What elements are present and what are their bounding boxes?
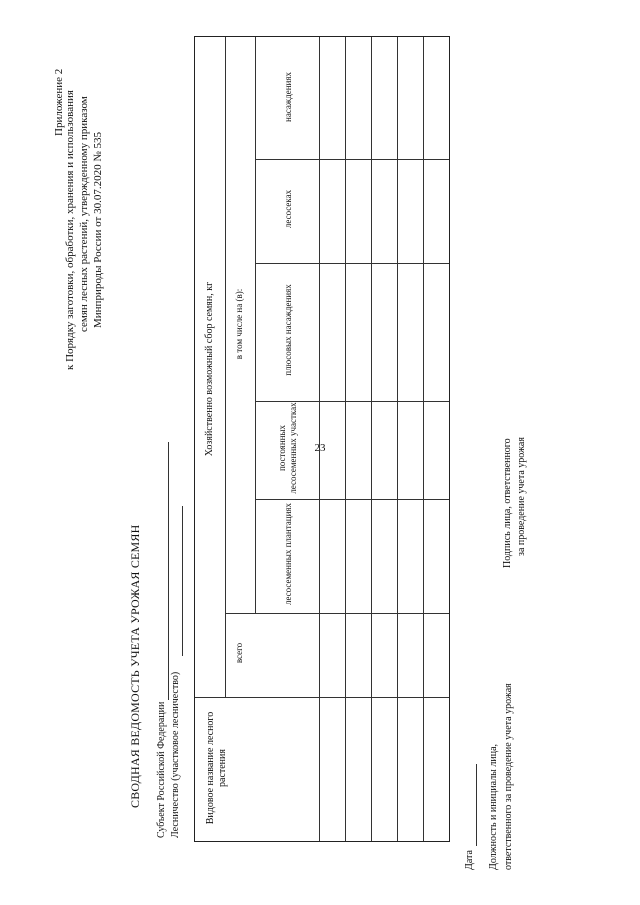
date-label: Дата bbox=[464, 850, 475, 870]
header-species: Видовое название лесного растения bbox=[205, 711, 228, 825]
header-plus-stands: плюсовых насаждениях bbox=[282, 284, 293, 376]
row-divider-2 bbox=[371, 37, 372, 841]
appendix-line-2: к Порядку заготовки, обработки, хранения и использования bbox=[64, 90, 76, 370]
header-seed-plantations: лесосеменных плантациях bbox=[282, 502, 293, 606]
signature-label-line-2: за проведение учета урожая bbox=[516, 437, 527, 556]
document-title: СВОДНАЯ ВЕДОМОСТЬ УЧЕТА УРОЖАЯ СЕМЯН bbox=[128, 524, 142, 808]
subject-label: Субъект Российской Федерации bbox=[156, 701, 167, 838]
total-column-divider bbox=[225, 613, 449, 614]
position-label-line-1: Должность и инициалы лица, bbox=[488, 743, 499, 870]
row-divider-4 bbox=[423, 37, 424, 841]
forestry-fill-line bbox=[182, 506, 183, 656]
page-number: 23 bbox=[314, 442, 326, 454]
position-label-line-2: ответственного за проведение учета урожая bbox=[503, 683, 514, 870]
including-header-divider bbox=[255, 37, 256, 613]
appendix-line-4: Минприроды России от 30.07.2020 № 535 bbox=[92, 131, 104, 328]
header-cutting-areas: лесосеках bbox=[282, 189, 293, 229]
subject-fill-line bbox=[168, 442, 169, 700]
date-fill-line bbox=[476, 764, 477, 846]
row-divider-1 bbox=[345, 37, 346, 841]
header-bottom-line bbox=[319, 37, 320, 841]
header-total: всего bbox=[233, 642, 244, 664]
appendix-line-3: семян лесных растений, утвержденному приказом bbox=[78, 96, 90, 332]
header-seed-collection: Хозяйственно возможный сбор семян, кг bbox=[204, 281, 215, 457]
header-including: в том числе на (в): bbox=[233, 288, 244, 360]
forestry-label: Лесничество (участковое лесничество) bbox=[170, 671, 181, 838]
header-permanent-seed-plots: постоянных лесосеменных участках bbox=[277, 402, 298, 494]
row-divider-3 bbox=[397, 37, 398, 841]
appendix-line-1: Приложение 2 bbox=[53, 68, 65, 136]
species-column-divider bbox=[195, 697, 449, 698]
signature-label-line-1: Подпись лица, ответственного bbox=[502, 438, 513, 568]
header-stands: насаждениях bbox=[282, 72, 293, 122]
